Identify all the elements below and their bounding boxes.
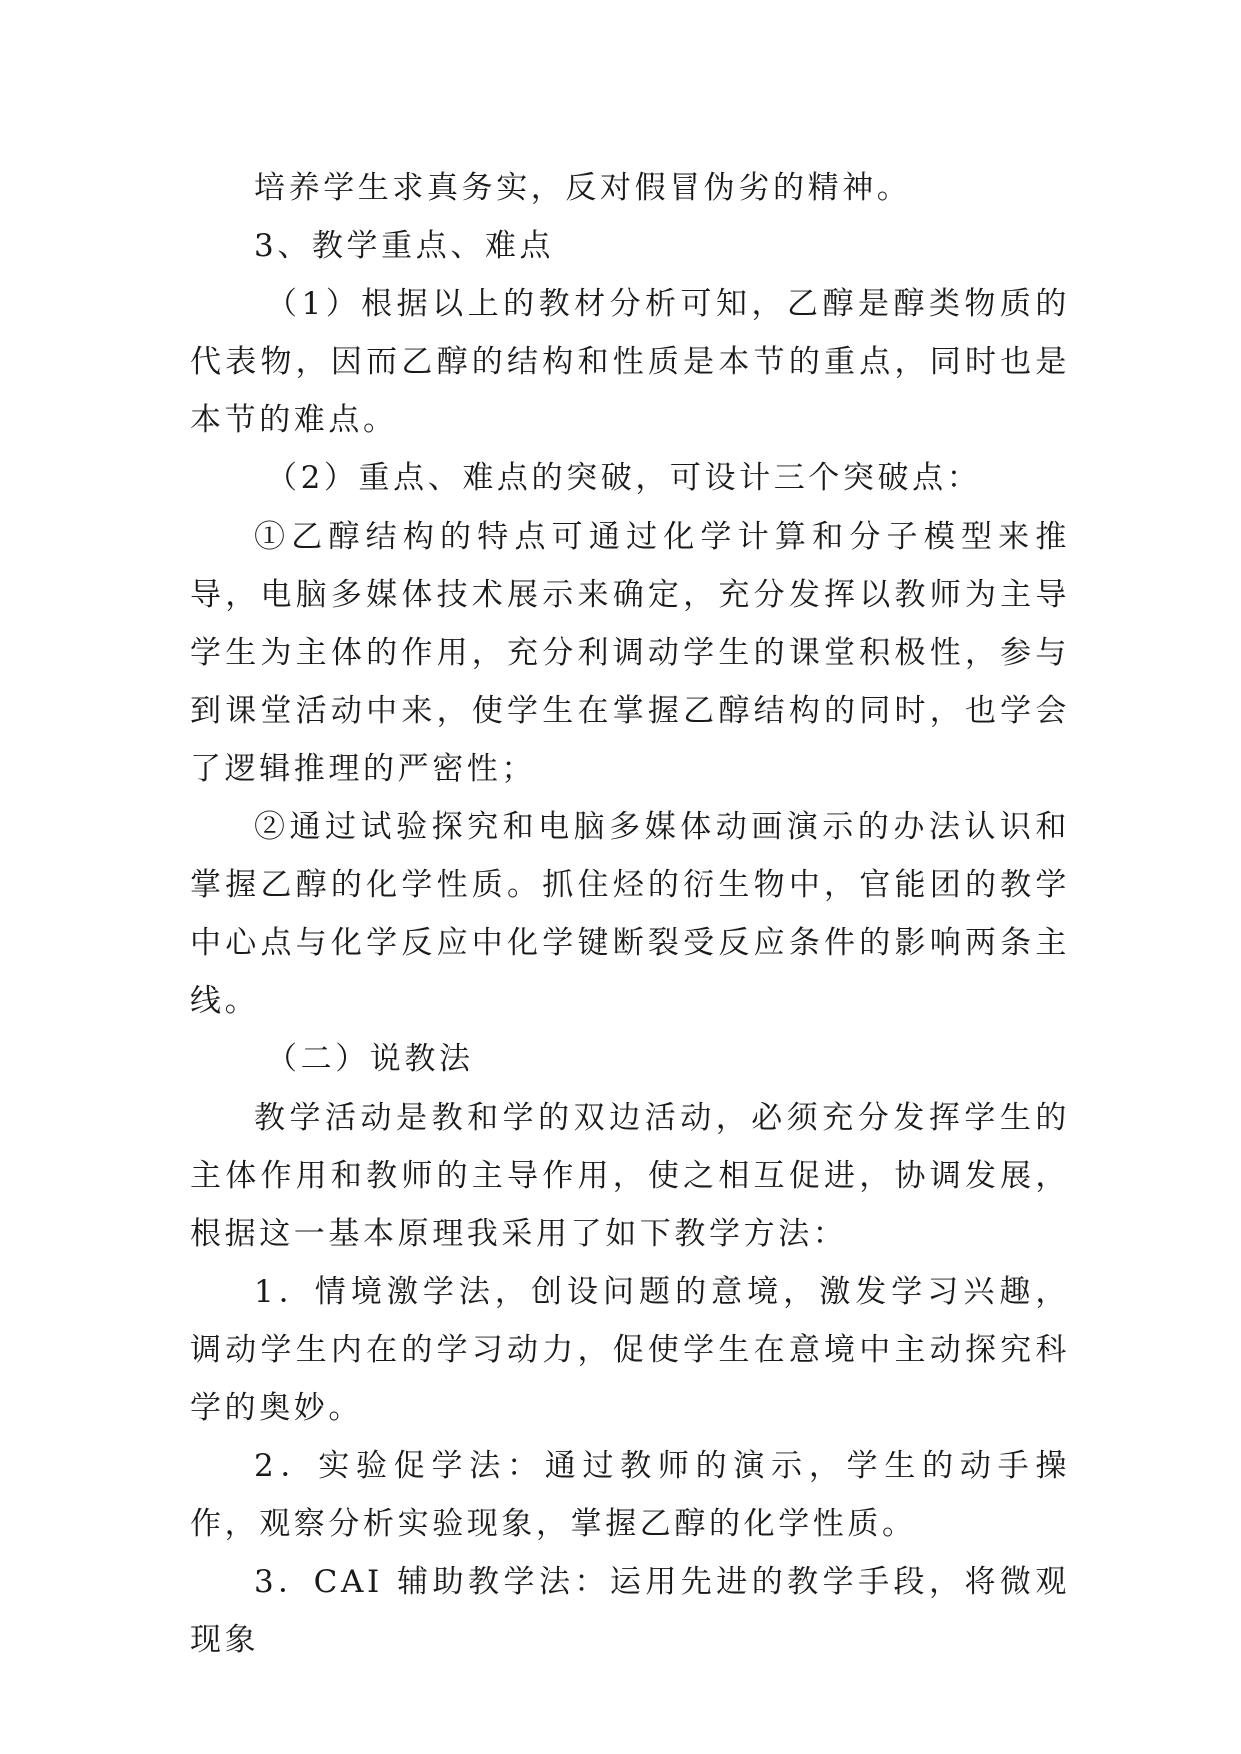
- paragraph: （2）重点、难点的突破，可设计三个突破点：: [266, 460, 982, 497]
- paragraph: 3．CAI 辅助教学法：运用先进的教学手段，将微观现象: [190, 1564, 1070, 1659]
- paragraph: （1）根据以上的教材分析可知，乙醇是醇类物质的代表物，因而乙醇的结构和性质是本节的重点，同时也是本节的难点。: [190, 286, 1070, 439]
- section-heading: （二）说教法: [266, 1041, 474, 1078]
- body-text: [190, 159, 1070, 1669]
- paragraph: 1．情境激学法，创设问题的意境，激发学习兴趣，调动学生内在的学习动力，促使学生在意境中主动探究科学的奥妙。: [190, 1273, 1070, 1426]
- paragraph: 培养学生求真务实，反对假冒伪劣的精神。: [254, 170, 912, 206]
- paragraph: 2．实验促学法：通过教师的演示，学生的动手操作，观察分析实验现象，掌握乙醇的化学性质。: [190, 1448, 1070, 1543]
- paragraph: ①乙醇结构的特点可通过化学计算和分子模型来推导，电脑多媒体技术展示来确定，充分发挥以教师为主导学生为主体的作用，充分利调动学生的课堂积极性，参与到课堂活动中来，使学生在掌握乙醇结构的同时，也学会了逻辑推理的严密性；: [190, 518, 1070, 787]
- section-heading: 3、教学重点、难点: [254, 228, 555, 265]
- paragraph: ②通过试验探究和电脑多媒体动画演示的办法认识和掌握乙醇的化学性质。抓住烃的衍生物中，官能团的教学中心点与化学反应中化学键断裂受反应条件的影响两条主线。: [190, 809, 1070, 1020]
- paragraph: 教学活动是教和学的双边活动，必须充分发挥学生的主体作用和教师的主导作用，使之相互促进，协调发展，根据这一基本原理我采用了如下教学方法：: [190, 1099, 1070, 1252]
